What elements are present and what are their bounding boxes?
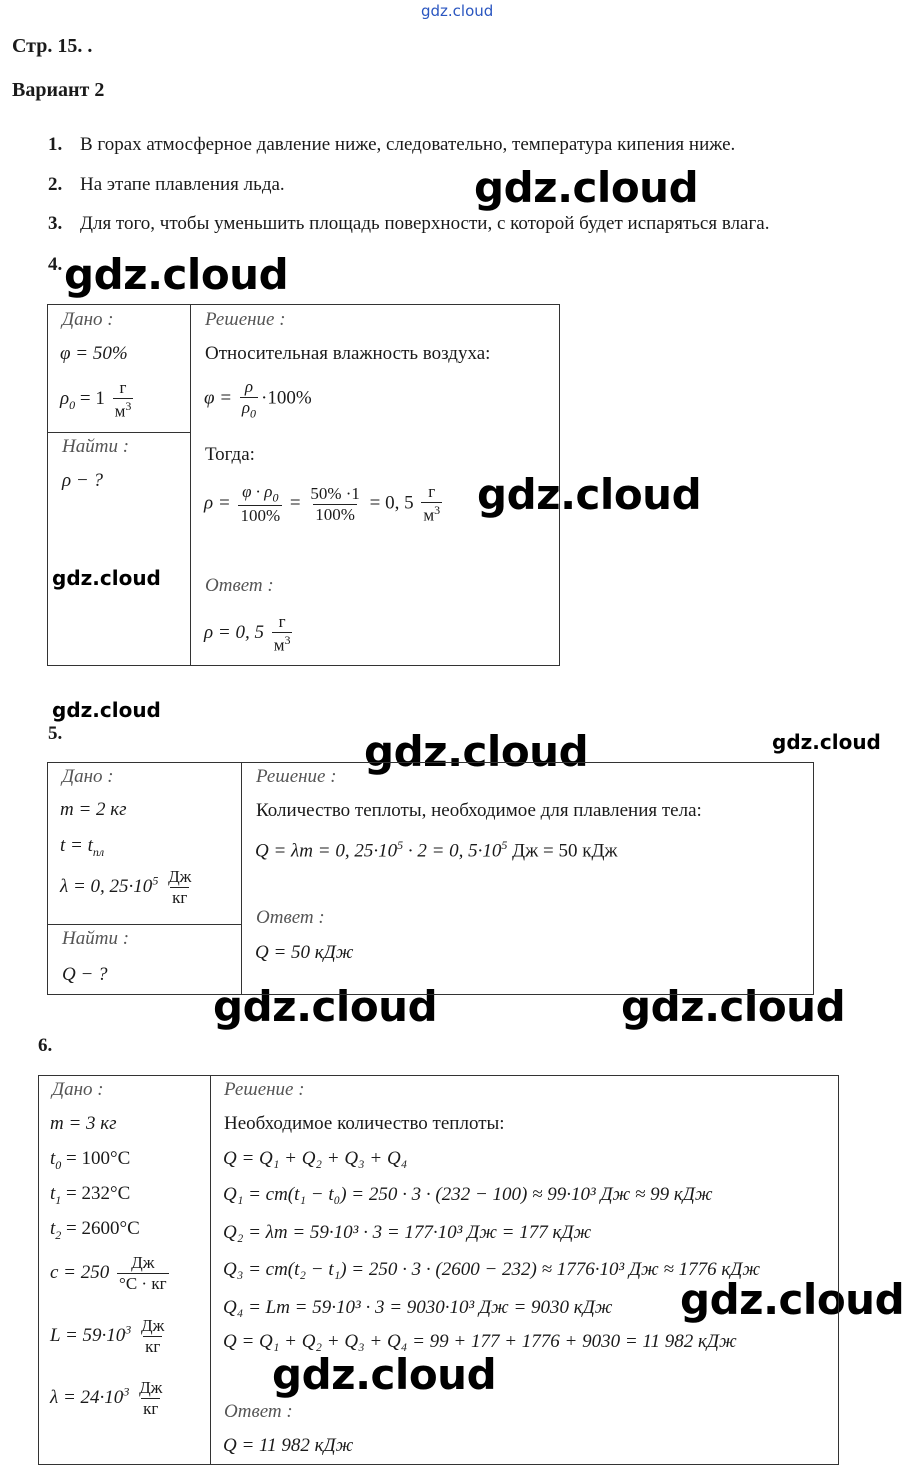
solution-text: Необходимое количество теплоты: — [224, 1113, 505, 1134]
formula-line: Q₄ = Lm = 59·10³ · 3 = 9030·10³ Дж = 9030 кДж — [223, 1297, 613, 1318]
solution-label: Решение : — [205, 309, 286, 330]
formula-line: Q₃ = cm(t₂ − t₁) = 250 · 3 · (2600 − 232) ≈ 1776·10³ Дж ≈ 1776 кДж — [223, 1259, 761, 1280]
formula-line: Q = Q₁ + Q₂ + Q₃ + Q₄ = 99 + 177 + 1776 + 9030 = 11 982 кДж — [223, 1331, 737, 1352]
given-label: Дано : — [62, 309, 114, 330]
given-t0: $t_0 = 100^\circ С$ — [50, 1148, 131, 1172]
answer-1 — [48, 134, 735, 156]
given-label: Дано : — [52, 1079, 104, 1100]
answer-q: Q = 50 кДж — [255, 942, 354, 963]
answer-number: 2. — [48, 174, 63, 195]
solution-label: Решение : — [256, 766, 337, 787]
formula-rho: ρ = $\frac{\varphi \cdot \rho_0}{100\%}$ = $\frac{50\% \cdot 1}{100\%}$ = 0, 5 $\frac{г}{м^3}$ — [204, 482, 441, 526]
answer-rho: ρ = 0, 5 $\frac{г}{м^3}$ — [204, 612, 291, 655]
answer-number: 3. — [48, 213, 63, 234]
formula-line: Q = Q₁ + Q₂ + Q₃ + Q₄ — [223, 1148, 408, 1169]
given-t2: $t_2 = 2600^\circ С$ — [50, 1218, 140, 1242]
given-mass: m = 2 кг — [60, 799, 127, 820]
watermark: gdz.cloud — [772, 730, 881, 754]
find-label: Найти : — [62, 928, 130, 949]
answer-text: Для того, чтобы уменьшить площадь поверхности, с которой будет испаряться влага. — [80, 213, 770, 234]
answer-label: Ответ : — [224, 1401, 293, 1422]
answer-number: 1. — [48, 134, 63, 155]
find-label: Найти : — [62, 436, 130, 457]
table-divider — [241, 762, 242, 995]
watermark: gdz.cloud — [621, 982, 846, 1031]
page-header: Стр. 15. . — [12, 35, 93, 57]
answer-q: Q = 11 982 кДж — [223, 1435, 354, 1456]
watermark: gdz.cloud — [213, 982, 438, 1031]
watermark: gdz.cloud — [272, 1350, 497, 1399]
watermark: gdz.cloud — [364, 727, 589, 776]
find-rho: ρ − ? — [62, 470, 103, 491]
given-label: Дано : — [62, 766, 114, 787]
given-temperature: $t = t_{пл}$ — [60, 835, 105, 859]
answer-label: Ответ : — [205, 575, 274, 596]
watermark: gdz.cloud — [52, 698, 161, 722]
answer-text: На этапе плавления льда. — [80, 174, 285, 195]
answer-label: Ответ : — [256, 907, 325, 928]
table-divider — [47, 432, 191, 433]
then-text: Тогда: — [205, 444, 255, 465]
solution-text: Количество теплоты, необходимое для плавления тела: — [256, 800, 702, 821]
given-c: c = 250 $\frac{Дж}{^\circ С \cdot кг}$ — [50, 1253, 167, 1293]
given-mass: m = 3 кг — [50, 1113, 117, 1134]
variant-title: Вариант 2 — [12, 79, 105, 101]
task-6-number: 6. — [38, 1035, 53, 1056]
formula-humidity: φ = $\frac{\rho}{\rho_0}$ ·100% — [204, 377, 312, 421]
task-4-number: 4. — [48, 254, 63, 275]
watermark: gdz.cloud — [680, 1275, 905, 1324]
answer-text: В горах атмосферное давление ниже, следовательно, температура кипения ниже. — [80, 134, 736, 155]
watermark: gdz.cloud — [52, 566, 161, 590]
given-L: $L = 59\cdot 10^3$ $\frac{Дж}{кг}$ — [50, 1316, 165, 1356]
answer-2 — [48, 174, 285, 196]
given-rho0: $\rho_0 = 1$ $\frac{г}{м^3}$ — [60, 378, 132, 421]
watermark: gdz.cloud — [474, 163, 699, 212]
watermark: gdz.cloud — [477, 470, 702, 519]
given-t1: $t_1 = 232^\circ С$ — [50, 1183, 131, 1207]
task-5-number: 5. — [48, 723, 63, 744]
solution-label: Решение : — [224, 1079, 305, 1100]
table-divider — [210, 1075, 211, 1465]
table-divider — [190, 304, 191, 666]
formula-line: Q₁ = cm(t₁ − t₀) = 250 · 3 · (232 − 100) ≈ 99·10³ Дж ≈ 99 кДж — [223, 1184, 713, 1205]
given-lambda: λ = 0, $25\cdot 10^5$ $\frac{Дж}{кг}$ — [60, 867, 192, 907]
table-divider — [47, 924, 242, 925]
watermark: gdz.cloud — [64, 250, 289, 299]
answer-3 — [48, 213, 769, 235]
formula-line: Q₂ = λm = 59·10³ · 3 = 177·10³ Дж = 177 кДж — [223, 1222, 592, 1243]
watermark-top: gdz.cloud — [421, 2, 494, 20]
solution-text: Относительная влажность воздуха: — [205, 343, 491, 364]
given-lambda: $\lambda = 24\cdot 10^3$ $\frac{Дж}{кг}$ — [50, 1378, 163, 1418]
formula-q: Q = λm = 0, $25\cdot 10^5 \cdot 2 = 0$, $5\cdot 10^5$ Дж = 50 кДж — [255, 838, 618, 862]
given-phi: φ = 50% — [60, 343, 128, 364]
find-q: Q − ? — [62, 964, 108, 985]
